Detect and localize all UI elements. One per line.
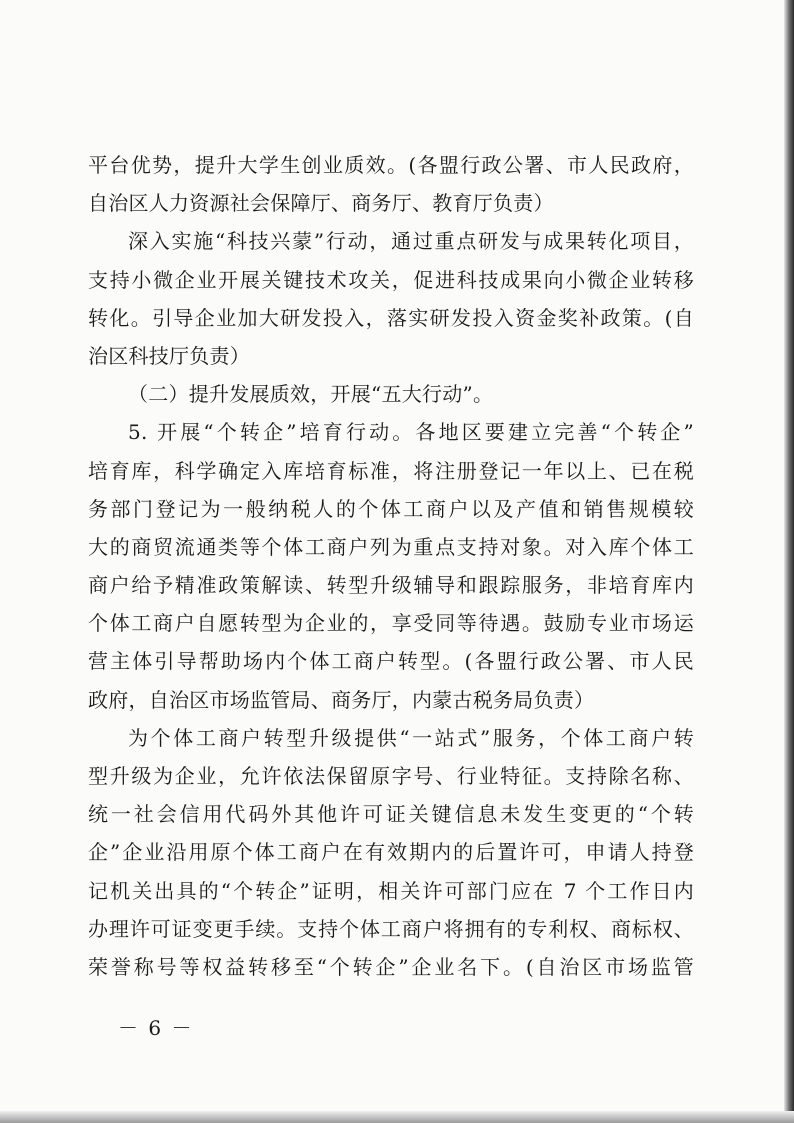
text-line: 办理许可证变更手续。支持个体工商户将拥有的专利权、商标权、	[88, 916, 694, 941]
text-line: 营主体引导帮助场内个体工商户转型。(各盟行政公署、市人民	[88, 649, 694, 674]
text-line: 荣誉称号等权益转移至“个转企”企业名下。(自治区市场监管	[88, 954, 694, 979]
text-line: 务部门登记为一般纳税人的个体工商户以及产值和销售规模较	[88, 496, 694, 521]
text-line: 记机关出具的“个转企”证明，相关许可部门应在 7 个工作日内	[88, 878, 694, 903]
page-number: － 6 －	[118, 1016, 194, 1040]
text-line: 政府，自治区市场监管局、商务厅，内蒙古税务局负责）	[88, 687, 595, 712]
text-line: 深入实施“科技兴蒙”行动，通过重点研发与成果转化项目，	[128, 229, 694, 254]
text-line: 型升级为企业，允许依法保留原字号、行业特征。支持除名称、	[88, 764, 694, 788]
scan-edge-bottom	[0, 1111, 794, 1123]
text-line: 支持小微企业开展关键技术攻关，促进科技成果向小微企业转移	[88, 267, 694, 292]
body-text	[88, 146, 694, 986]
text-line: 转化。引导企业加大研发投入，落实研发投入资金奖补政策。(自	[88, 305, 694, 330]
text-line: 为个体工商户转型升级提供“一站式”服务，个体工商户转	[128, 725, 694, 750]
text-line: 企”企业沿用原个体工商户在有效期内的后置许可，申请人持登	[88, 840, 694, 865]
text-line: 5. 开展“个转企”培育行动。各地区要建立完善“个转企”	[128, 420, 694, 445]
text-line: 大的商贸流通类等个体工商户列为重点支持对象。对入库个体工	[88, 534, 694, 559]
text-line: 自治区人力资源社会保障厅、商务厅、教育厅负责）	[88, 191, 554, 216]
scan-edge-right	[784, 0, 794, 1123]
text-line: 商户给予精准政策解读、转型升级辅导和跟踪服务，非培育库内	[88, 573, 694, 598]
text-line: 统一社会信用代码外其他许可证关键信息未发生变更的“个转	[88, 802, 694, 827]
text-line: 培育库，科学确定入库培育标准，将注册登记一年以上、已在税	[88, 458, 694, 483]
text-line: 平台优势，提升大学生创业质效。(各盟行政公署、市人民政府，	[88, 153, 694, 177]
text-line: 治区科技厅负责）	[88, 343, 250, 368]
section-heading: （二）提升发展质效，开展“五大行动”。	[128, 382, 494, 407]
text-line: 个体工商户自愿转型为企业的，享受同等待遇。鼓励专业市场运	[88, 611, 694, 636]
